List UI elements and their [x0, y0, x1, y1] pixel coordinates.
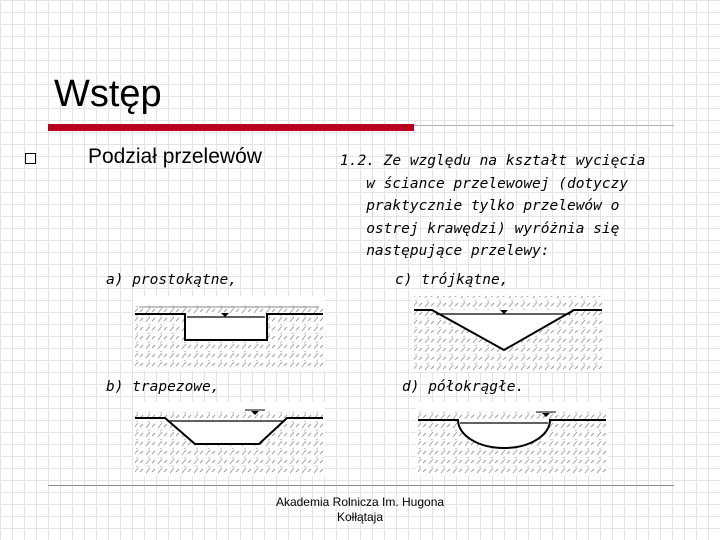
label-trapezoidal: b) trapezowe,	[106, 379, 220, 395]
label-rectangular: a) prostokątne,	[106, 272, 237, 288]
footer-divider	[48, 485, 674, 486]
footer-text	[250, 495, 470, 525]
title-accent-bar	[48, 124, 414, 131]
footer-line-1: Akademia Rolnicza Im. Hugona	[275, 495, 445, 509]
rectangular-weir-figure	[133, 296, 325, 370]
slide-title: Wstęp	[54, 73, 162, 115]
bullet-square-icon	[25, 153, 36, 164]
bullet-text: Podział przelewów	[88, 145, 262, 168]
footer-line-2: Kołłątaja	[336, 510, 384, 524]
semicircular-weir-figure	[416, 402, 608, 476]
label-triangular: c) trójkątne,	[395, 272, 509, 288]
description-text: 1.2. Ze względu na kształt wycięcia w ściance przelewowej (dotyczy praktycznie tylko przelewów o ostrej krawędzi) wyróżnia się następujące przelewy:	[340, 153, 646, 259]
label-semicircular: d) półokrągłe.	[402, 379, 525, 395]
trapezoidal-weir-figure	[133, 402, 325, 476]
triangular-weir-figure	[412, 290, 604, 372]
